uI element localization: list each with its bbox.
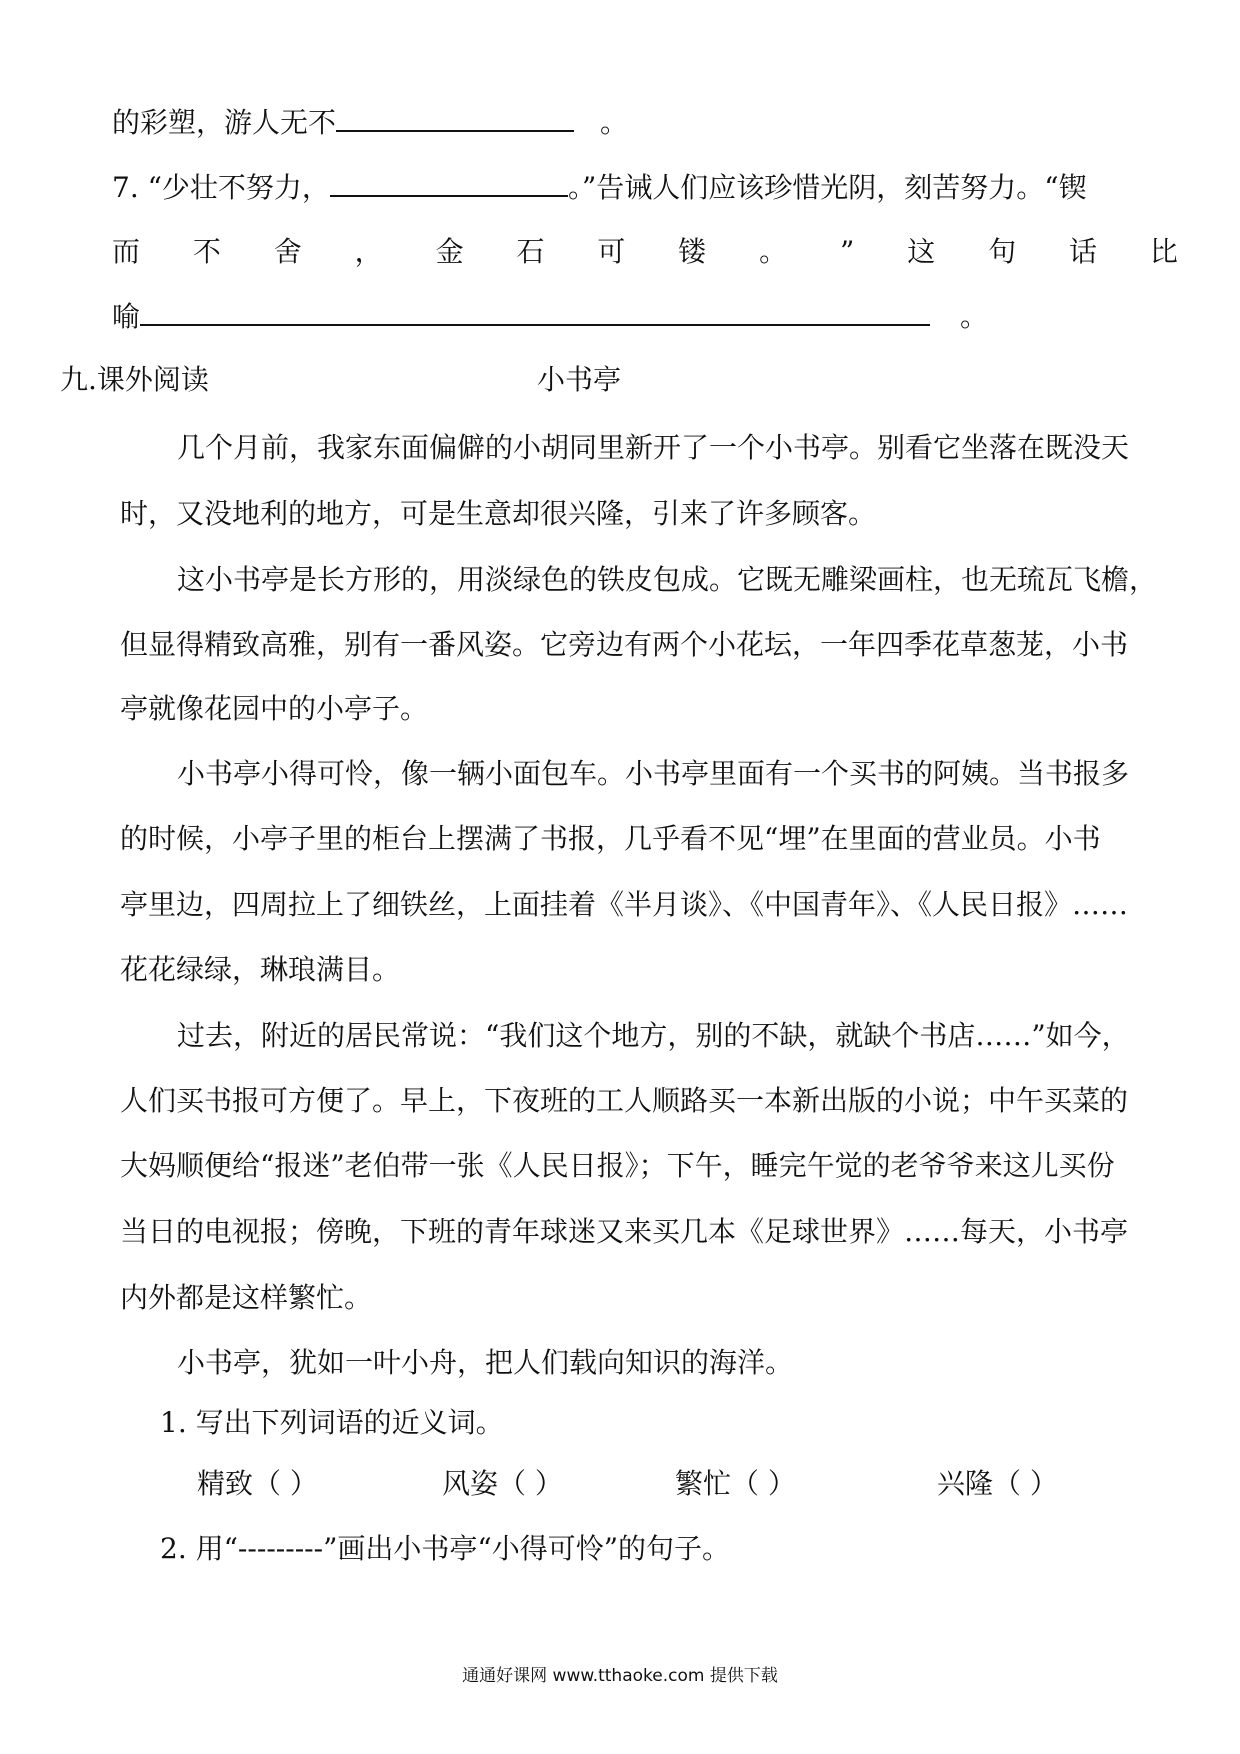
passage-line: 亭里边，四周拉上了细铁丝，上面挂着《半月谈》、《中国青年》、《人民日报》……	[120, 888, 1129, 921]
item7-char: 镂	[678, 235, 707, 268]
item7-char: 话	[1069, 235, 1098, 268]
question-1: 1. 写出下列词语的近义词。	[160, 1406, 504, 1439]
passage-line: 大妈顺便给“报迷”老伯带一张《人民日报》；下午，睡完午觉的老爷爷来这儿买份	[120, 1149, 1115, 1182]
item7-char: 舍	[273, 235, 302, 268]
passage-line: 人们买书报可方便了。早上，下夜班的工人顺路买一本新出版的小说；中午买菜的	[120, 1084, 1129, 1117]
period: 。	[960, 300, 989, 333]
section-label: 九.课外阅读	[60, 363, 209, 396]
item7-text: 。”告诫人们应该珍惜光阴，刻苦努力。“锲	[567, 171, 1087, 204]
answer-blank[interactable]	[140, 298, 930, 326]
item6-tail-text: 的彩塑，游人无不	[112, 106, 337, 139]
item7-char: 石	[516, 235, 545, 268]
passage-line: 但显得精致高雅，别有一番风姿。它旁边有两个小花坛，一年四季花草葱茏，小书	[120, 628, 1129, 661]
item7-char: 可	[597, 235, 626, 268]
passage-line: 过去，附近的居民常说：“我们这个地方，别的不缺，就缺个书店……”如今，	[177, 1019, 1130, 1052]
item6-tail-line	[112, 103, 628, 143]
synonym-item[interactable]: 繁忙（ ）	[675, 1467, 796, 1500]
answer-blank[interactable]	[336, 104, 574, 132]
answer-blank[interactable]	[330, 169, 568, 197]
item7-char: 金	[435, 235, 464, 268]
passage-line: 的时候，小亭子里的柜台上摆满了书报，几乎看不见“埋”在里面的营业员。小书	[120, 822, 1101, 855]
item7-char: 而	[112, 235, 141, 268]
page-footer: 通通好课网 www.tthaoke.com 提供下载	[462, 1666, 778, 1686]
passage-line: 当日的电视报；傍晚，下班的青年球迷又来买几本《足球世界》……每天，小书亭	[120, 1215, 1129, 1248]
passage-line: 这小书亭是长方形的，用淡绿色的铁皮包成。它既无雕梁画柱，也无琉瓦飞檐，	[177, 563, 1158, 596]
item7-char: ”	[840, 235, 855, 268]
passage-line: 花花绿绿，琳琅满目。	[120, 953, 401, 986]
passage-line: 小书亭小得可怜，像一辆小面包车。小书亭里面有一个买书的阿姨。当书报多	[177, 757, 1130, 790]
item7-line1	[112, 168, 1087, 208]
item7-char: 这	[907, 235, 936, 268]
synonym-item[interactable]: 兴隆（ ）	[937, 1467, 1058, 1500]
item7-char: 不	[192, 235, 221, 268]
item7-text: 喻	[112, 300, 141, 333]
item7-line3	[112, 297, 988, 337]
synonym-item[interactable]: 精致（ ）	[197, 1467, 318, 1500]
synonym-item[interactable]: 风姿（ ）	[442, 1467, 563, 1500]
passage-line: 亭就像花园中的小亭子。	[120, 692, 429, 725]
item7-char: 句	[988, 235, 1017, 268]
passage-line: 时，又没地利的地方，可是生意却很兴隆，引来了许多顾客。	[120, 497, 877, 530]
item7-line2	[112, 232, 1178, 272]
question-2: 2. 用“---------”画出小书亭“小得可怜”的句子。	[160, 1532, 731, 1565]
period: 。	[600, 106, 629, 139]
passage-line: 小书亭，犹如一叶小舟，把人们载向知识的海洋。	[177, 1346, 794, 1379]
passage-line: 内外都是这样繁忙。	[120, 1281, 373, 1314]
item7-char: 比	[1149, 235, 1178, 268]
item7-char: 。	[759, 235, 788, 268]
item7-prompt: 7. “少壮不努力，	[112, 171, 330, 204]
passage-title: 小书亭	[537, 363, 622, 396]
item7-char: ，	[354, 235, 383, 268]
passage-line: 几个月前，我家东面偏僻的小胡同里新开了一个小书亭。别看它坐落在既没天	[177, 431, 1130, 464]
